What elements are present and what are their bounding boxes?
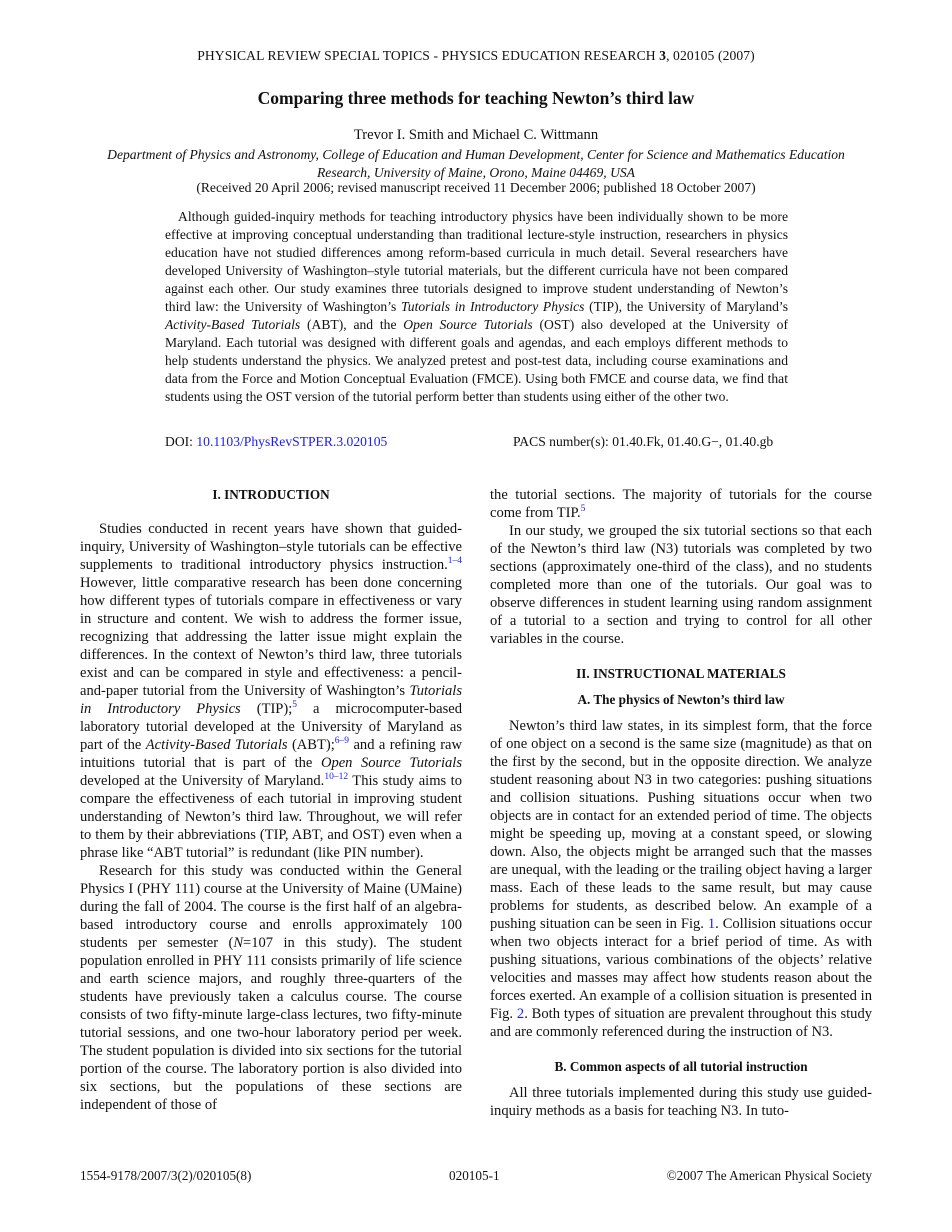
common-body bbox=[490, 1084, 872, 1120]
paragraph bbox=[490, 522, 872, 648]
text-run: =107 in this study). The student population enrolled in PHY 111 consists primarily of life science and earth science majors, and roughly three-quarters of the students have previously taken a calculus course. The course consists of two fifty-minute large-class lectures, two fifty-minute tutorial sessions, and one two-hour laboratory period per week. The student population is divided into six sections for the tutorial portion of the course. The laboratory portion is also divided into six sections, but the populations of these sections are independent of those of bbox=[80, 935, 463, 1113]
text-run: . Both types of situation are prevalent throughout this study and are commonly referenced during the instruction of N3. bbox=[490, 1006, 872, 1040]
footer-copyright: ©2007 The American Physical Society bbox=[666, 1168, 872, 1183]
text-run: (ABT); bbox=[287, 737, 335, 753]
text-run: and a refining raw intuitions tutorial that is part of the bbox=[80, 737, 463, 771]
text-run: (TIP); bbox=[240, 701, 293, 717]
section-heading-introduction: I. INTRODUCTION bbox=[212, 487, 330, 502]
journal-header bbox=[0, 48, 952, 64]
reference-link[interactable]: 6–9 bbox=[334, 736, 350, 746]
doi-link[interactable]: 10.1103/PhysRevSTPER.3.020105 bbox=[196, 434, 388, 449]
reference-link[interactable]: 5 bbox=[580, 504, 586, 514]
abstract bbox=[165, 208, 788, 406]
italic-text: Tutorials in Introductory Physics bbox=[400, 299, 585, 314]
journal-volume: 3 bbox=[659, 48, 667, 63]
text-run: Although guided-inquiry methods for teaching introductory physics have been individually shown to be more effective at improving conceptual understanding than traditional lecture-style instruction, researchers in physics education have not studied differences among reform-based curricula in much detail. Several researchers have developed University of Washington–style tutorial materials, but the different curricula have not been compared against each other. Our study examines three tutorials designed to improve student understanding of Newton’s third law: the University of Washington’s bbox=[165, 209, 788, 314]
physics-body bbox=[490, 717, 872, 1041]
journal-article-id: , 020105 (2007) bbox=[666, 48, 755, 63]
right-column bbox=[490, 486, 872, 1120]
italic-text: Activity-Based Tutorials bbox=[145, 737, 288, 753]
text-run: (OST) also developed at the University of Maryland. Each tutorial was designed with different goals and agendas, and each employs different methods to help students understand the physics. We analyzed pretest and post-test data, including course examinations and data from the Force and Motion Conceptual Evaluation (FMCE). Using both FMCE and course data, we find that students using the OST version of the tutorial perform better than students using either of the other two. bbox=[165, 317, 788, 404]
text-run: All three tutorials implemented during this study use guided-inquiry methods as a basis for teaching N3. In tuto- bbox=[490, 1085, 872, 1119]
authors: Trevor I. Smith and Michael C. Wittmann bbox=[353, 127, 599, 143]
text-run: In our study, we grouped the six tutorial sections so that each of the Newton’s third law (N3) tutorials was completed by two sections (approximately one-third of the class), and no students completed more than one of the tutorials. Our goal was to observe differences in student learning using random assignment of a tutorial to a section and trying to control for all other variables in the course. bbox=[490, 523, 872, 647]
text-run: the tutorial sections. The majority of tutorials for the course come from TIP. bbox=[490, 487, 872, 521]
subsection-heading-common-aspects: B. Common aspects of all tutorial instruction bbox=[554, 1059, 808, 1074]
italic-text: Open Source Tutorials bbox=[403, 317, 533, 332]
pacs-numbers bbox=[513, 434, 773, 450]
paper-title: Comparing three methods for teaching Newton’s third law bbox=[257, 88, 695, 108]
intro-body bbox=[80, 520, 462, 1114]
doi bbox=[165, 434, 387, 450]
text-run: This study aims to compare the effectiveness of each tutorial in improving student understanding of Newton’s third law. Throughout, we will refer to them by their abbreviations (TIP, ABT, and OST) even when a phrase like “ABT tutorial” is redundant (like PIN number). bbox=[80, 773, 462, 861]
paragraph bbox=[490, 717, 872, 1041]
subsection-heading-physics: A. The physics of Newton’s third law bbox=[577, 692, 785, 707]
text-run: Newton’s third law states, in its simplest form, that the force of one object on a second is the same size (magnitude) as that on the first by the second, but in the opposite direction. We analyze student reasoning about N3 in two categories: pushing situations and collision situations. Pushing situations occur when two objects are in contact for an extended period of time. The objects might be speeding up, moving at a constant speed, or slowing down. Also, the objects might be arranged such that the masses are unequal, with the leading or the trailing object having a larger mass. Each of these leads to the same result, but may cause problems for students, as described below. An example of a pushing situation can be seen in Fig. bbox=[490, 718, 872, 932]
text-run: Research for this study was conducted within the General Physics I (PHY 111) course at the University of Maine (UMaine) during the fall of 2004. The course is the first half of an algebra-based introductory course and enrolls approximately 100 students per semester ( bbox=[80, 863, 462, 951]
figure-link[interactable]: 1 bbox=[707, 916, 716, 932]
italic-text: Tutorials in Introductory Physics bbox=[80, 683, 462, 717]
text-run: However, little comparative research has been done concerning how different types of tutorials compare in effectiveness or vary in structure and content. We wish to address the former issue, recognizing that addressing the latter issue might explain the differences. In the context of Newton’s third law, three tutorials exist and can be compared in style and effectiveness: a pencil-and-paper tutorial from the University of Washington’s bbox=[80, 575, 462, 699]
text-run: (ABT), and the bbox=[300, 317, 404, 332]
intro-body-continued bbox=[490, 486, 872, 648]
received-dates: (Received 20 April 2006; revised manuscript received 11 December 2006; published 18 October 2007) bbox=[196, 180, 756, 195]
reference-link[interactable]: 1–4 bbox=[447, 556, 462, 566]
affiliation: Department of Physics and Astronomy, College of Education and Human Development, Center for Science and Mathematics Education Research, University of Maine, Orono, Maine 04469, USA bbox=[107, 147, 845, 180]
doi-label: DOI: bbox=[165, 434, 197, 449]
reference-link[interactable]: 5 bbox=[292, 700, 298, 710]
text-run: developed at the University of Maryland. bbox=[80, 773, 325, 789]
journal-name: PHYSICAL REVIEW SPECIAL TOPICS - PHYSICS EDUCATION RESEARCH bbox=[197, 48, 660, 63]
figure-link[interactable]: 2 bbox=[516, 1006, 525, 1022]
left-column bbox=[80, 486, 462, 1114]
text-run: (TIP), the University of Maryland’s bbox=[584, 299, 788, 314]
paragraph bbox=[80, 520, 462, 862]
italic-text: N bbox=[233, 935, 244, 951]
text-run: . Collision situations occur when two objects interact for a brief period of time. As with pushing situations, various combinations of the objects’ relative velocities and masses may affect how students reason about the forces exerted. An example of a collision situation is presented in Fig. bbox=[490, 916, 872, 1022]
text-run: a microcomputer-based laboratory tutorial developed at the University of Maryland as part of the bbox=[80, 701, 463, 753]
paragraph bbox=[80, 862, 462, 1114]
pacs-label: PACS number(s): bbox=[513, 434, 613, 449]
paragraph bbox=[490, 486, 872, 522]
footer-issn: 1554-9178/2007/3(2)/020105(8) bbox=[80, 1168, 252, 1183]
text-run: Studies conducted in recent years have shown that guided-inquiry, University of Washington–style tutorials can be effective supplements to traditional introductory physics instruction. bbox=[80, 521, 462, 573]
italic-text: Open Source Tutorials bbox=[320, 755, 462, 771]
paragraph bbox=[490, 1084, 872, 1120]
italic-text: Activity-Based Tutorials bbox=[165, 317, 301, 332]
section-heading-instructional-materials: II. INSTRUCTIONAL MATERIALS bbox=[576, 666, 786, 681]
pacs-value: 01.40.Fk, 01.40.G−, 01.40.gb bbox=[612, 434, 774, 449]
reference-link[interactable]: 10–12 bbox=[324, 772, 349, 782]
footer-page-number: 020105-1 bbox=[449, 1168, 500, 1183]
